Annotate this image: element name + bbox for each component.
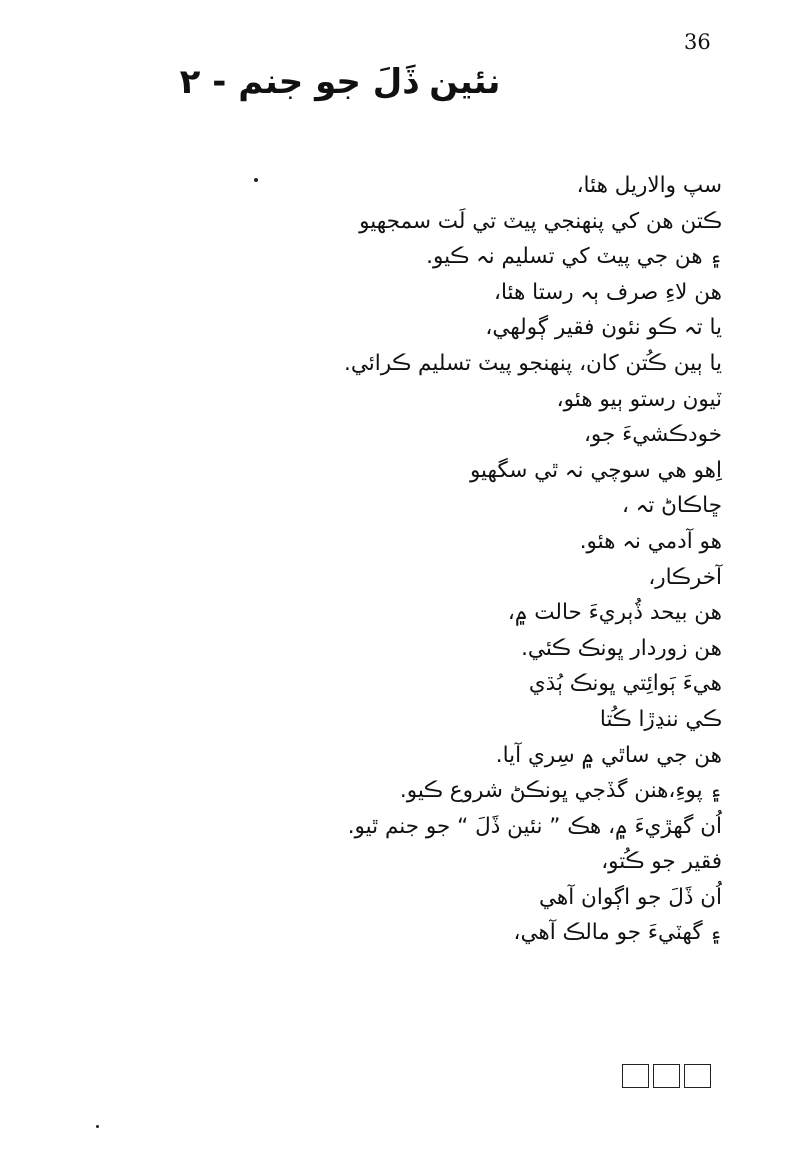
scan-speck [254,178,258,182]
end-mark-box [622,1064,649,1088]
scan-speck [96,1125,99,1128]
poem-body [82,168,722,951]
poem-line: هن لاءِ صرف ٻہ رستا هئا، [494,279,722,305]
poem-line: ڪي ننڍڙا ڪُتا [599,706,722,732]
poem-line: ۽ پوءِ،هنن گڏجي ڀونڪڻ شروع ڪيو. [399,778,722,804]
page-title: نئين ڏَلَ جو جنم - ٢ [179,62,501,102]
poem-line: هن جي ساٿي ۾ سِري آيا. [495,742,722,768]
poem-line: ڪتن هن کي پنهنجي پيٽ تي لَت سمجهيو [359,208,722,234]
poem-line: ڇاڪاڻ تہ ، [621,493,722,519]
poem-line: ٽيون رستو ٻيو هئو، [556,386,722,412]
poem-line: هن بيحد ڏُٻريءَ حالت ۾، [507,600,722,626]
poem-line: سپ والاريل هئا، [576,173,722,198]
poem-line: يا ٻين ڪُتن کان، پنهنجو پيٽ تسليم ڪرائي. [343,350,722,376]
end-marks [622,1064,711,1088]
poem-line: اِهو هي سوچي نہ ٿي سگهيو [469,457,722,483]
poem-line: هيءَ ٻَوائِتي ڀونڪ ٻُڌي [528,671,722,697]
poem-line: خودڪشيءَ جو، [583,422,722,448]
poem-line: يا تہ ڪو نئون فقير ڳولهي، [485,315,722,341]
poem-line: ۽ گهٽيءَ جو مالڪ آهي، [513,920,722,946]
page-number: 36 [684,30,711,54]
poem-line: هو آدمي نہ هئو. [579,528,722,554]
poem-line: هن زوردار ڀونڪ ڪئي. [521,635,722,661]
poem-line: ۽ هن جي پيٽ کي تسليم نہ ڪيو. [426,244,722,270]
poem-line: آخرڪار، [648,564,722,590]
end-mark-box [684,1064,711,1088]
end-mark-box [653,1064,680,1088]
poem-line: اُن ڏَلَ جو اڳوان آهي [538,884,722,910]
poem-line: اُن گهڙيءَ ۾، هڪ ” نئين ڏَلَ “ جو جنم ٿيو. [347,813,722,839]
poem-line: فقير جو ڪُتو، [601,849,722,875]
